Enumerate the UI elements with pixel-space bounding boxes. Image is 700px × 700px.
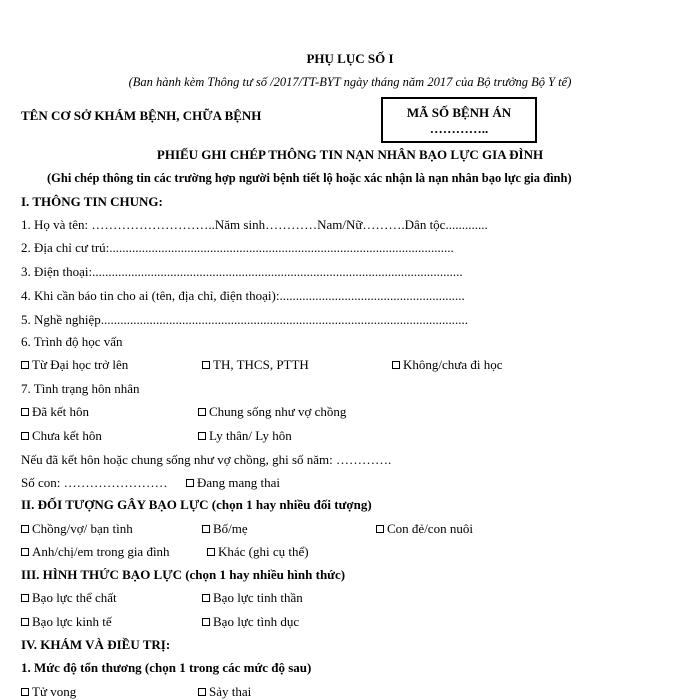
checkbox-icon xyxy=(21,594,29,602)
phone-line[interactable]: 3. Điện thoại:.................................................................................................................. xyxy=(21,264,463,279)
contact-line[interactable]: 4. Khi cần báo tin cho ai (tên, địa chỉ, điện thoại):......................................................... xyxy=(21,288,465,303)
job-line[interactable]: 5. Nghề nghiệp................................................................................................................. xyxy=(21,312,469,327)
checkbox-icon xyxy=(21,688,29,696)
appendix-title: PHỤ LỤC SỐ I xyxy=(306,51,394,66)
checkbox-icon xyxy=(21,361,29,369)
checkbox-icon xyxy=(21,432,29,440)
education-label: 6. Trình độ học vấn xyxy=(21,334,123,349)
option-label: Ly thân/ Ly hôn xyxy=(209,428,292,443)
checkbox-icon xyxy=(198,408,206,416)
form-subtitle: (Ghi chép thông tin các trường hợp người bệnh tiết lộ hoặc xác nhận là nạn nhân bạo lực gia đình) xyxy=(47,171,572,185)
section2-title: II. ĐỐI TƯỢNG GÂY BẠO LỰC (chọn 1 hay nhiều đối tượng) xyxy=(21,497,372,512)
option-label: Bạo lực kinh tế xyxy=(32,614,112,629)
checkbox-icon xyxy=(21,408,29,416)
edu-option-university[interactable] xyxy=(21,357,128,373)
perpetrator-option-other[interactable] xyxy=(207,544,309,560)
violence-option-mental[interactable] xyxy=(202,590,303,606)
children-line[interactable]: Số con: …………………… xyxy=(21,475,168,490)
option-label: Bạo lực tình dục xyxy=(213,614,300,629)
option-label: Từ Đại học trở lên xyxy=(32,357,129,372)
option-label: Anh/chị/em trong gia đình xyxy=(32,544,170,559)
option-label: Chồng/vợ/ bạn tình xyxy=(32,521,133,536)
checkbox-icon xyxy=(21,618,29,626)
checkbox-icon xyxy=(202,361,210,369)
marital-label: 7. Tình trạng hôn nhân xyxy=(21,381,140,396)
issued-by-note: (Ban hành kèm Thông tư số /2017/TT-BYT ngày tháng năm 2017 của Bộ trưởng Bộ Y tế) xyxy=(128,75,572,89)
option-label: Bạo lực thể chất xyxy=(32,590,117,605)
option-label: Tử vong xyxy=(32,684,77,699)
checkbox-icon xyxy=(376,525,384,533)
violence-option-sexual[interactable] xyxy=(202,614,299,630)
years-line[interactable]: Nếu đã kết hôn hoặc chung sống như vợ chồng, ghi số năm: …………. xyxy=(21,452,392,467)
injury-option-death[interactable] xyxy=(21,684,76,700)
form-title: PHIẾU GHI CHÉP THÔNG TIN NẠN NHÂN BẠO LỰC GIA ĐÌNH xyxy=(156,147,544,162)
facility-label: TÊN CƠ SỞ KHÁM BỆNH, CHỮA BỆNH xyxy=(21,108,262,123)
checkbox-icon xyxy=(392,361,400,369)
option-label: Đã kết hôn xyxy=(32,404,90,419)
option-label: Khác (ghi cụ thể) xyxy=(218,544,309,559)
option-label: Con đẻ/con nuôi xyxy=(387,521,473,536)
option-label: Không/chưa đi học xyxy=(403,357,503,372)
marital-option-married[interactable] xyxy=(21,404,89,420)
pregnant-option[interactable] xyxy=(186,475,280,491)
perpetrator-option-sibling[interactable] xyxy=(21,544,170,560)
option-label: Bạo lực tinh thần xyxy=(213,590,303,605)
section3-title: III. HÌNH THỨC BẠO LỰC (chọn 1 hay nhiều hình thức) xyxy=(21,567,346,582)
checkbox-icon xyxy=(202,525,210,533)
name-line[interactable]: 1. Họ và tên: ………………………..Năm sinh…………Nam/Nữ……….Dân tộc............. xyxy=(21,217,488,232)
edu-option-none[interactable] xyxy=(392,357,502,373)
perpetrator-option-child[interactable] xyxy=(376,521,473,537)
option-label: Đang mang thai xyxy=(197,475,281,490)
marital-option-single[interactable] xyxy=(21,428,102,444)
checkbox-icon xyxy=(198,432,206,440)
section1-title: I. THÔNG TIN CHUNG: xyxy=(21,194,163,209)
option-label: TH, THCS, PTTH xyxy=(213,357,309,372)
perpetrator-option-spouse[interactable] xyxy=(21,521,133,537)
record-code-label: MÃ SỐ BỆNH ÁN xyxy=(406,105,512,120)
record-code-box xyxy=(381,97,537,143)
checkbox-icon xyxy=(202,618,210,626)
checkbox-icon xyxy=(186,479,194,487)
address-line[interactable]: 2. Địa chỉ cư trú:.......................................................................................................... xyxy=(21,240,454,255)
option-label: Bố/mẹ xyxy=(213,521,248,536)
option-label: Chung sống như vợ chồng xyxy=(209,404,347,419)
section4-title: IV. KHÁM VÀ ĐIỀU TRỊ: xyxy=(21,637,171,652)
record-code-value[interactable]: ………….. xyxy=(429,121,489,136)
checkbox-icon xyxy=(202,594,210,602)
injury-option-miscarriage[interactable] xyxy=(198,684,251,700)
injury-label: 1. Mức độ tổn thương (chọn 1 trong các mức độ sau) xyxy=(21,660,312,675)
checkbox-icon xyxy=(21,548,29,556)
checkbox-icon xyxy=(198,688,206,696)
checkbox-icon xyxy=(21,525,29,533)
marital-option-separated[interactable] xyxy=(198,428,292,444)
checkbox-icon xyxy=(207,548,215,556)
edu-option-highschool[interactable] xyxy=(202,357,309,373)
marital-option-cohabiting[interactable] xyxy=(198,404,346,420)
perpetrator-option-parent[interactable] xyxy=(202,521,248,537)
violence-option-physical[interactable] xyxy=(21,590,117,606)
option-label: Chưa kết hôn xyxy=(32,428,102,443)
option-label: Sảy thai xyxy=(209,684,252,699)
violence-option-economic[interactable] xyxy=(21,614,112,630)
